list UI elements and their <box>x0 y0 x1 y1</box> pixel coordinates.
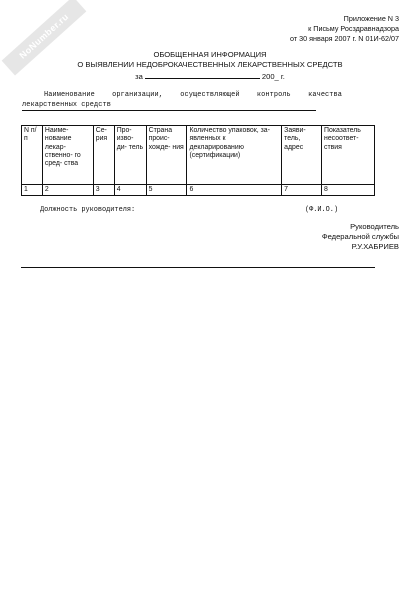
col-number-7: 7 <box>282 185 322 196</box>
period-line <box>0 70 420 82</box>
signatory-block <box>322 222 399 252</box>
col-header-country: Страна проис- хожде- ния <box>146 126 187 185</box>
fio-label: (Ф.И.О.) <box>305 206 339 214</box>
col-number-5: 5 <box>146 185 187 196</box>
col-header-drug-name: Наиме- нование лекар- ственно- го сред- ства <box>42 126 93 185</box>
organization-label: Наименование организации, осуществляющей контроль качества лекарственных средств <box>22 91 342 109</box>
organization-fill-line <box>22 110 316 111</box>
signatory-title: Руководитель <box>350 222 399 231</box>
appendix-note <box>290 14 399 44</box>
appendix-letter-ref: к Письму Росздравнадзора <box>308 24 399 33</box>
col-header-series: Се- рия <box>93 126 114 185</box>
title-line-1: ОБОБЩЕННАЯ ИНФОРМАЦИЯ <box>153 50 267 59</box>
period-prefix: за <box>135 72 143 81</box>
col-number-4: 4 <box>114 185 146 196</box>
document-title <box>0 50 420 70</box>
position-label: Должность руководителя: <box>40 206 136 214</box>
period-suffix: 200_ г. <box>261 72 285 81</box>
appendix-date: от 30 января 2007 г. N 01И-62/07 <box>290 34 399 43</box>
col-number-6: 6 <box>187 185 282 196</box>
report-table <box>21 125 375 196</box>
col-header-manufacturer: Про- изво- ди- тель <box>114 126 146 185</box>
period-blank <box>145 70 260 79</box>
col-header-number: N п/п <box>22 126 43 185</box>
col-number-2: 2 <box>42 185 93 196</box>
signatory-agency: Федеральной службы <box>321 232 399 241</box>
title-line-2: О ВЫЯВЛЕНИИ НЕДОБРОКАЧЕСТВЕННЫХ ЛЕКАРСТВЕННЫХ СРЕДСТВ <box>77 60 343 69</box>
col-header-package-count: Количество упаковок, за- явленных к декларированию (сертификации) <box>187 126 282 185</box>
signatory-name: Р.У.ХАБРИЕВ <box>351 242 399 251</box>
table-header-row <box>22 126 375 185</box>
col-number-3: 3 <box>93 185 114 196</box>
col-header-nonconformity: Показатель несоответ- ствия <box>322 126 375 185</box>
bottom-divider <box>21 267 375 268</box>
watermark: NoNumber.ru <box>2 0 87 76</box>
table-number-row <box>22 185 375 196</box>
col-header-applicant: Заяви- тель, адрес <box>282 126 322 185</box>
col-number-8: 8 <box>322 185 375 196</box>
appendix-number: Приложение N 3 <box>343 14 399 23</box>
col-number-1: 1 <box>22 185 43 196</box>
